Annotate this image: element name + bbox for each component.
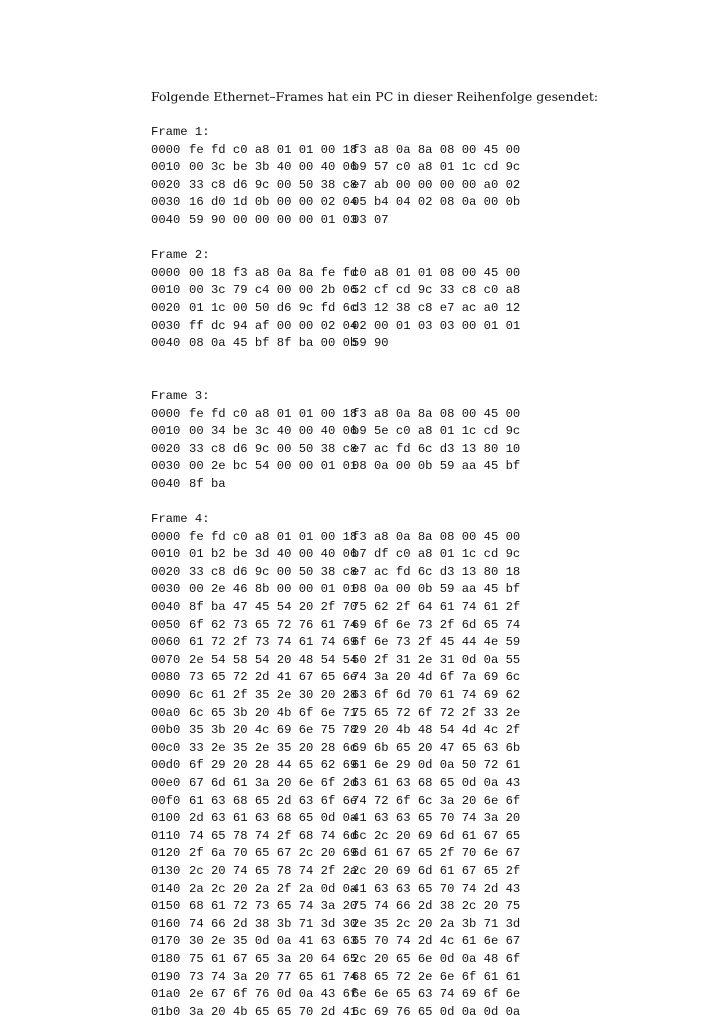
frame-block-1	[151, 124, 711, 230]
hex-line	[151, 177, 711, 195]
hex-bytes-group-2: 75 74 66 2d 38 2c 20 75	[352, 899, 521, 914]
hex-line	[151, 793, 711, 811]
hex-bytes-group-2: f3 a8 0a 8a 08 00 45 00	[352, 406, 521, 421]
hex-offset: 0010	[151, 424, 181, 439]
hex-bytes-group-1: 74 66 2d 38 3b 71 3d 30	[189, 916, 358, 931]
hex-line	[151, 318, 711, 336]
hex-line	[151, 159, 711, 177]
hex-line	[151, 845, 711, 863]
hex-line	[151, 757, 711, 775]
hex-offset: 0080	[151, 670, 181, 685]
hex-line	[151, 687, 711, 705]
hex-offset: 0000	[151, 142, 181, 157]
hex-offset: 01b0	[151, 1004, 181, 1019]
frame-block-3	[151, 388, 711, 494]
hex-bytes-group-2: f3 a8 0a 8a 08 00 45 00	[352, 142, 521, 157]
hex-line	[151, 142, 711, 160]
hex-offset: 00c0	[151, 740, 181, 755]
intro-text: Folgende Ethernet–Frames hat ein PC in dieser Reihenfolge gesendet:	[151, 89, 599, 104]
hex-bytes-group-2: 41 63 63 65 70 74 3a 20	[352, 811, 521, 826]
hex-offset: 0020	[151, 564, 181, 579]
hex-bytes-group-2: f3 a8 0a 8a 08 00 45 00	[352, 529, 521, 544]
document-page	[151, 88, 711, 1021]
hex-bytes-group-1: 01 1c 00 50 d6 9c fd 6c	[189, 300, 358, 315]
hex-bytes-group-1: 67 6d 61 3a 20 6e 6f 2d	[189, 775, 358, 790]
hex-bytes-group-1: 01 b2 be 3d 40 00 40 06	[189, 547, 358, 562]
hex-bytes-group-1: 6c 61 2f 35 2e 30 20 28	[189, 688, 358, 702]
hex-bytes-group-1: 2f 6a 70 65 67 2c 20 69	[189, 846, 358, 861]
hex-bytes-group-1: 61 72 2f 73 74 61 74 69	[189, 635, 358, 650]
hex-bytes-group-1: 74 65 78 74 2f 68 74 6d	[189, 828, 358, 843]
hex-offset: 0030	[151, 459, 181, 474]
hex-offset: 0020	[151, 177, 181, 192]
hex-offset: 0130	[151, 863, 181, 878]
hex-bytes-group-2: b9 5e c0 a8 01 1c cd 9c	[352, 424, 521, 439]
hex-bytes-group-2: 75 62 2f 64 61 74 61 2f	[352, 600, 521, 615]
hex-offset: 0160	[151, 916, 181, 931]
hex-line	[151, 564, 711, 582]
hex-line	[151, 476, 711, 494]
hex-bytes-group-2: 03 07	[352, 212, 389, 227]
hex-offset: 0050	[151, 617, 181, 632]
hex-bytes-group-2: 6d 61 67 65 2f 70 6e 67	[352, 846, 521, 861]
hex-bytes-group-2: 68 65 72 2e 6e 6f 61 61	[352, 969, 521, 984]
hex-line	[151, 282, 711, 300]
hex-line	[151, 194, 711, 212]
hex-line	[151, 722, 711, 740]
hex-offset: 0040	[151, 212, 181, 227]
hex-bytes-group-2: 61 6e 29 0d 0a 50 72 61	[352, 758, 521, 773]
hex-bytes-group-2: b7 df c0 a8 01 1c cd 9c	[352, 547, 521, 562]
hex-line	[151, 581, 711, 599]
hex-bytes-group-1: 00 3c 79 c4 00 00 2b 06	[189, 283, 358, 298]
hex-bytes-group-1: 3a 20 4b 65 65 70 2d 41	[189, 1004, 358, 1019]
hex-bytes-group-2: 29 20 4b 48 54 4d 4c 2f	[352, 723, 521, 738]
hex-bytes-group-2: 05 b4 04 02 08 0a 00 0b	[352, 195, 521, 210]
hex-line	[151, 652, 711, 670]
hex-line	[151, 458, 711, 476]
hex-offset: 00a0	[151, 705, 181, 720]
hex-bytes-group-1: 59 90 00 00 00 00 01 03	[189, 212, 358, 227]
hex-line	[151, 705, 711, 723]
hex-bytes-group-1: 75 61 67 65 3a 20 64 65	[189, 951, 358, 966]
hex-bytes-group-2	[352, 476, 512, 494]
hex-bytes-group-1: 33 c8 d6 9c 00 50 38 c8	[189, 564, 358, 579]
hex-bytes-group-1: 73 65 72 2d 41 67 65 6e	[189, 670, 358, 685]
hex-bytes-group-1: 00 34 be 3c 40 00 40 06	[189, 424, 358, 439]
hex-line	[151, 810, 711, 828]
hex-offset: 0010	[151, 547, 181, 562]
hex-bytes-group-2: 2c 20 69 6d 61 67 65 2f	[352, 863, 521, 878]
hex-bytes-group-1: 08 0a 45 bf 8f ba 00 0b	[189, 336, 358, 351]
hex-offset: 0020	[151, 441, 181, 456]
hex-offset: 0030	[151, 582, 181, 597]
hex-line	[151, 969, 711, 987]
hex-offset: 0010	[151, 160, 181, 175]
hex-line	[151, 916, 711, 934]
hex-offset: 01a0	[151, 987, 181, 1002]
hex-offset: 0070	[151, 652, 181, 667]
hex-bytes-group-1: 00 3c be 3b 40 00 40 06	[189, 160, 358, 175]
hex-offset: 0140	[151, 881, 181, 896]
hex-line	[151, 986, 711, 1004]
hex-offset: 0040	[151, 600, 181, 615]
hex-offset: 0000	[151, 265, 181, 280]
hex-offset: 00f0	[151, 793, 181, 808]
hex-offset: 0000	[151, 529, 181, 544]
hex-offset: 0090	[151, 688, 181, 702]
hex-offset: 0030	[151, 195, 181, 210]
frame-block-4	[151, 511, 711, 1021]
hex-line	[151, 898, 711, 916]
hex-bytes-group-2: e7 ac fd 6c d3 13 80 18	[352, 564, 521, 579]
hex-bytes-group-2: 41 63 63 65 70 74 2d 43	[352, 881, 521, 896]
hex-bytes-group-2: 63 6f 6d 70 61 74 69 62	[352, 688, 521, 702]
hex-bytes-group-1: 00 2e 46 8b 00 00 01 01	[189, 582, 358, 597]
hex-bytes-group-2: 08 0a 00 0b 59 aa 45 bf	[352, 582, 521, 597]
hex-line	[151, 775, 711, 793]
hex-line	[151, 423, 711, 441]
hex-bytes-group-1: 2e 54 58 54 20 48 54 54	[189, 652, 358, 667]
hex-bytes-group-2: 75 65 72 6f 72 2f 33 2e	[352, 705, 521, 720]
hex-offset: 0190	[151, 969, 181, 984]
hex-bytes-group-1: ff dc 94 af 00 00 02 04	[189, 318, 358, 333]
hex-bytes-group-1: fe fd c0 a8 01 01 00 18	[189, 406, 358, 421]
hex-bytes-group-2: 02 00 01 03 03 00 01 01	[352, 318, 521, 333]
hex-offset: 00d0	[151, 758, 181, 773]
hex-line	[151, 951, 711, 969]
frame-title: Frame 3:	[151, 388, 210, 403]
hex-line	[151, 740, 711, 758]
hex-offset: 0170	[151, 934, 181, 949]
hex-bytes-group-1: 33 2e 35 2e 35 20 28 6c	[189, 740, 358, 755]
frame-title: Frame 2:	[151, 248, 210, 263]
hex-bytes-group-2: 69 6f 6e 73 2f 6d 65 74	[352, 617, 521, 632]
hex-bytes-group-1: 6f 29 20 28 44 65 62 69	[189, 758, 358, 773]
hex-line	[151, 881, 711, 899]
hex-bytes-group-2: 6c 69 76 65 0d 0a 0d 0a	[352, 1004, 521, 1019]
hex-bytes-group-1: 61 63 68 65 2d 63 6f 6e	[189, 793, 358, 808]
hex-bytes-group-1: 6f 62 73 65 72 76 61 74	[189, 617, 358, 632]
hex-line	[151, 599, 711, 617]
hex-bytes-group-2: 59 90	[352, 336, 389, 351]
hex-line	[151, 863, 711, 881]
hex-offset: 00e0	[151, 775, 181, 790]
hex-line	[151, 634, 711, 652]
hex-bytes-group-1: 2d 63 61 63 68 65 0d 0a	[189, 811, 358, 826]
hex-line	[151, 529, 711, 547]
hex-bytes-group-2: 2e 35 2c 20 2a 3b 71 3d	[352, 916, 521, 931]
hex-line	[151, 1004, 711, 1022]
frame-block-2	[151, 247, 711, 353]
hex-bytes-group-2: 2c 20 65 6e 0d 0a 48 6f	[352, 951, 521, 966]
hex-bytes-group-1: 00 18 f3 a8 0a 8a fe fd	[189, 265, 358, 280]
hex-bytes-group-2: 08 0a 00 0b 59 aa 45 bf	[352, 459, 521, 474]
hex-bytes-group-2: 63 61 63 68 65 0d 0a 43	[352, 775, 521, 790]
hex-bytes-group-2: 74 3a 20 4d 6f 7a 69 6c	[352, 670, 521, 685]
hex-bytes-group-2: d3 12 38 c8 e7 ac a0 12	[352, 300, 521, 315]
hex-line	[151, 669, 711, 687]
hex-bytes-group-2: 52 cf cd 9c 33 c8 c0 a8	[352, 283, 521, 298]
hex-bytes-group-2: e7 ac fd 6c d3 13 80 10	[352, 441, 521, 456]
hex-line	[151, 617, 711, 635]
hex-offset: 0120	[151, 846, 181, 861]
hex-offset: 0000	[151, 406, 181, 421]
hex-offset: 00b0	[151, 723, 181, 738]
hex-bytes-group-2: c0 a8 01 01 08 00 45 00	[352, 265, 521, 280]
hex-bytes-group-2: e7 ab 00 00 00 00 a0 02	[352, 177, 521, 192]
frames-container	[151, 124, 711, 1021]
hex-bytes-group-1: 2c 20 74 65 78 74 2f 2a	[189, 863, 358, 878]
hex-bytes-group-2: 6e 6e 65 63 74 69 6f 6e	[352, 987, 521, 1002]
hex-offset: 0100	[151, 811, 181, 826]
hex-bytes-group-2: b9 57 c0 a8 01 1c cd 9c	[352, 160, 521, 175]
hex-bytes-group-1: 33 c8 d6 9c 00 50 38 c8	[189, 177, 358, 192]
hex-bytes-group-2: 65 70 74 2d 4c 61 6e 67	[352, 934, 521, 949]
hex-bytes-group-1: 00 2e bc 54 00 00 01 01	[189, 459, 358, 474]
hex-bytes-group-1: fe fd c0 a8 01 01 00 18	[189, 142, 358, 157]
hex-bytes-group-1: 2e 67 6f 76 0d 0a 43 6f	[189, 987, 358, 1002]
frame-title: Frame 4:	[151, 512, 210, 527]
hex-bytes-group-1: 16 d0 1d 0b 00 00 02 04	[189, 195, 358, 210]
hex-bytes-group-1: 30 2e 35 0d 0a 41 63 63	[189, 934, 358, 949]
hex-line	[151, 933, 711, 951]
hex-line	[151, 265, 711, 283]
hex-bytes-group-1: 68 61 72 73 65 74 3a 20	[189, 899, 358, 914]
hex-line	[151, 406, 711, 424]
hex-bytes-group-1: 6c 65 3b 20 4b 6f 6e 71	[189, 705, 358, 720]
hex-offset: 0180	[151, 951, 181, 966]
hex-offset: 0020	[151, 300, 181, 315]
hex-bytes-group-2: 50 2f 31 2e 31 0d 0a 55	[352, 652, 521, 667]
hex-line	[151, 300, 711, 318]
hex-line	[151, 212, 711, 230]
hex-offset: 0010	[151, 283, 181, 298]
hex-offset: 0060	[151, 635, 181, 650]
hex-offset: 0150	[151, 899, 181, 914]
hex-offset: 0040	[151, 476, 181, 491]
hex-line	[151, 441, 711, 459]
hex-offset: 0040	[151, 336, 181, 351]
hex-bytes-group-2: 6c 2c 20 69 6d 61 67 65	[352, 828, 521, 843]
hex-bytes-group-1: 8f ba	[189, 476, 226, 491]
hex-bytes-group-1: 73 74 3a 20 77 65 61 74	[189, 969, 358, 984]
hex-bytes-group-2: 69 6b 65 20 47 65 63 6b	[352, 740, 521, 755]
hex-line	[151, 335, 711, 353]
hex-bytes-group-1: 35 3b 20 4c 69 6e 75 78	[189, 723, 358, 738]
hex-bytes-group-2: 74 72 6f 6c 3a 20 6e 6f	[352, 793, 521, 808]
hex-offset: 0030	[151, 318, 181, 333]
hex-bytes-group-2: 6f 6e 73 2f 45 44 4e 59	[352, 635, 521, 650]
hex-bytes-group-1: 2a 2c 20 2a 2f 2a 0d 0a	[189, 881, 358, 896]
hex-line	[151, 828, 711, 846]
hex-line	[151, 546, 711, 564]
frame-title: Frame 1:	[151, 125, 210, 139]
hex-bytes-group-1: fe fd c0 a8 01 01 00 18	[189, 529, 358, 544]
hex-bytes-group-1: 8f ba 47 45 54 20 2f 70	[189, 600, 358, 615]
hex-bytes-group-1: 33 c8 d6 9c 00 50 38 c8	[189, 441, 358, 456]
hex-offset: 0110	[151, 828, 181, 843]
